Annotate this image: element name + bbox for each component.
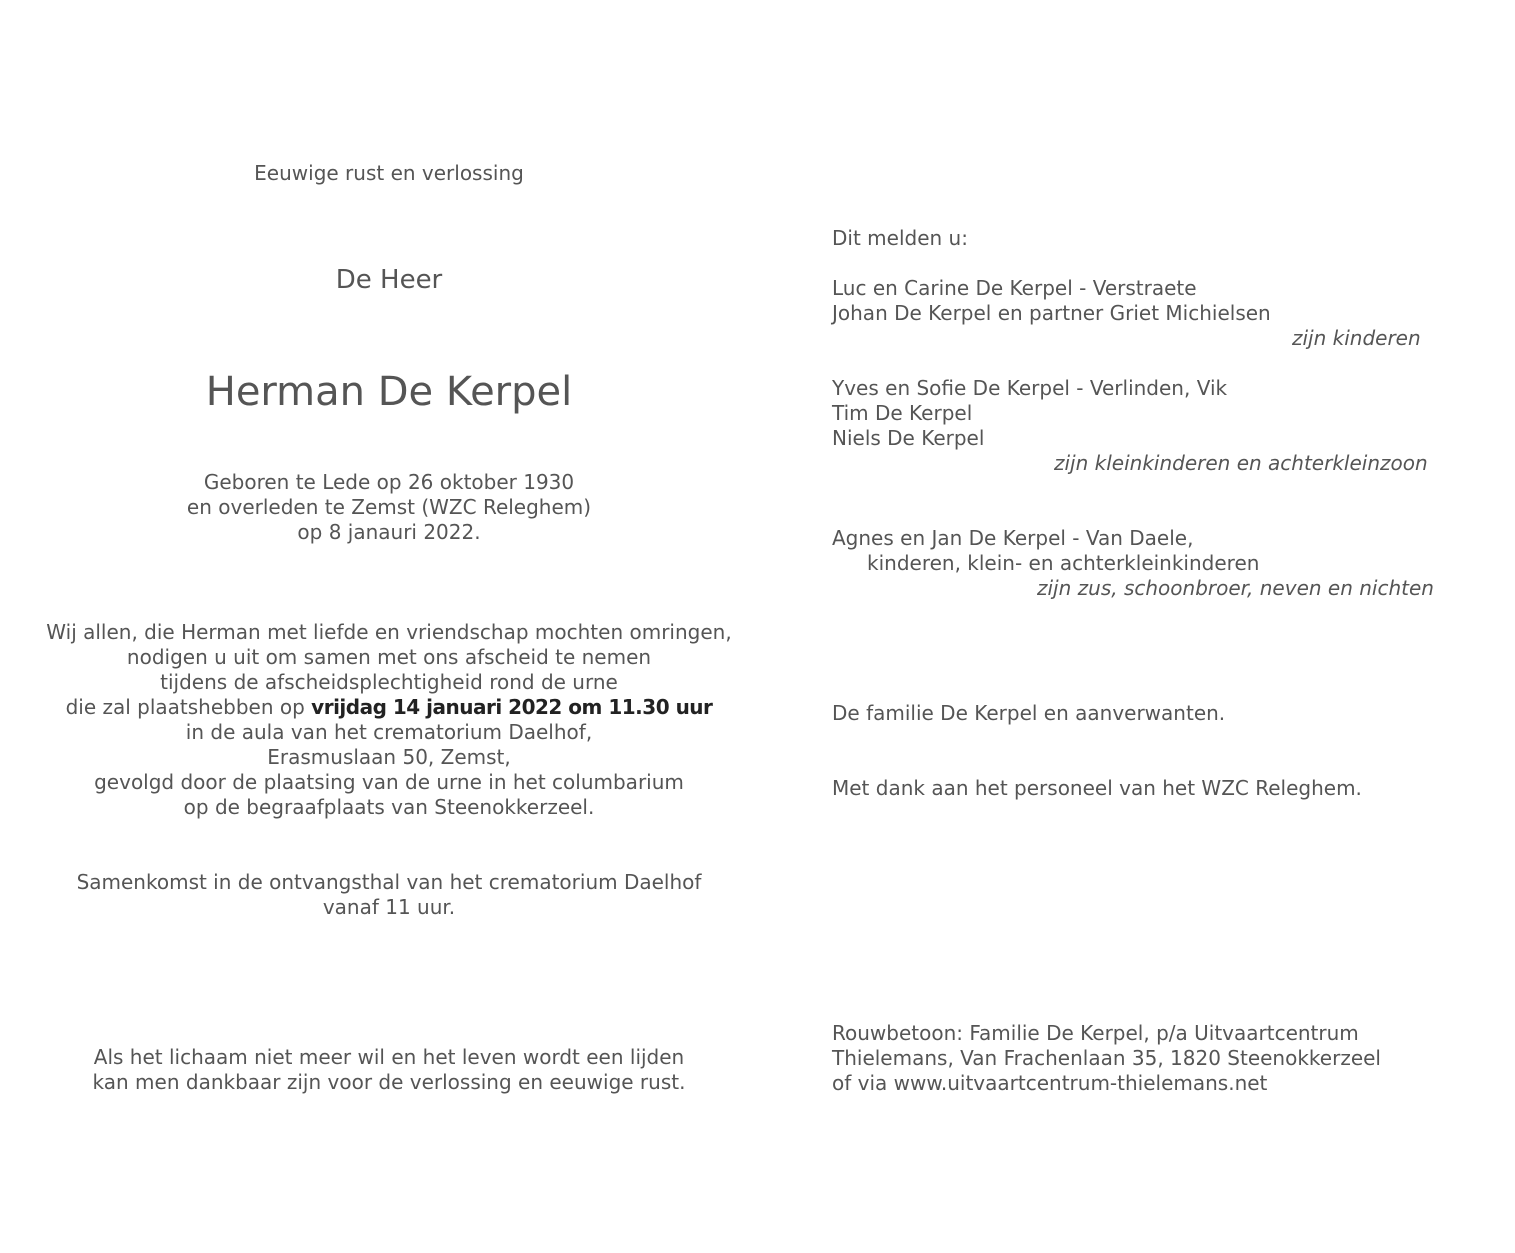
grandchild-name: Niels De Kerpel: [832, 426, 985, 450]
condolence-line: Rouwbetoon: Familie De Kerpel, p/a Uitvaartcentrum: [832, 1021, 1359, 1045]
death-date-line: op 8 janauri 2022.: [297, 520, 481, 544]
ceremony-datetime: vrijdag 14 januari 2022 om 11.30 uur: [311, 695, 713, 719]
invitation-line: gevolgd door de plaatsing van de urne in het columbarium: [94, 770, 684, 794]
motto: [30, 161, 748, 186]
invitation-line: Wij allen, die Herman met liefde en vriendschap mochten omringen,: [46, 620, 732, 644]
invitation-line: op de begraafplaats van Steenokkerzeel.: [183, 795, 595, 819]
grandchildren-relation: zijn kleinkinderen en achterkleinzoon: [1054, 451, 1428, 475]
gathering-line: vanaf 11 uur.: [322, 895, 456, 919]
family-line: [832, 701, 1452, 726]
condolence-website: of via www.uitvaartcentrum-thielemans.net: [832, 1071, 1268, 1095]
child-name: Johan De Kerpel en partner Griet Michielsen: [832, 301, 1271, 325]
sibling-name: Agnes en Jan De Kerpel - Van Daele,: [832, 526, 1194, 550]
children-group: [832, 276, 1452, 351]
motto-text: Eeuwige rust en verlossing: [254, 161, 524, 185]
children-relation: zijn kinderen: [1292, 326, 1421, 350]
invitation: [30, 620, 748, 820]
quote-line: kan men dankbaar zijn voor de verlossing en eeuwige rust.: [92, 1070, 686, 1094]
death-line: en overleden te Zemst (WZC Releghem): [186, 495, 592, 519]
family-text: De familie De Kerpel en aanverwanten.: [832, 701, 1226, 725]
quote-line: Als het lichaam niet meer wil en het leven wordt een lijden: [93, 1045, 685, 1069]
announcement-text: Dit melden u:: [832, 226, 968, 250]
honorific-title: [30, 265, 748, 295]
grandchild-name: Tim De Kerpel: [832, 401, 973, 425]
gathering-info: [30, 870, 748, 920]
invitation-date-prefix: die zal plaatshebben op: [65, 695, 312, 719]
honorific-text: De Heer: [335, 265, 443, 295]
condolence-address: [832, 1021, 1452, 1096]
announcement: [832, 226, 1452, 251]
sibling-descendants: kinderen, klein- en achterkleinkinderen: [867, 551, 1260, 575]
invitation-line: in de aula van het crematorium Daelhof,: [185, 720, 593, 744]
birth-death-info: [30, 470, 748, 545]
child-name: Luc en Carine De Kerpel - Verstraete: [832, 276, 1197, 300]
invitation-line: tijdens de afscheidsplechtigheid rond de urne: [160, 670, 618, 694]
sibling-group: [832, 526, 1452, 601]
birth-line: Geboren te Lede op 26 oktober 1930: [203, 470, 575, 494]
grandchild-name: Yves en Sofie De Kerpel - Verlinden, Vik: [832, 376, 1228, 400]
deceased-name: [30, 370, 748, 414]
grandchildren-group: [832, 376, 1452, 476]
invitation-line: Erasmuslaan 50, Zemst,: [267, 745, 511, 769]
thanks-text: Met dank aan het personeel van het WZC Releghem.: [832, 776, 1362, 800]
closing-quote: [30, 1045, 748, 1095]
invitation-date-line: [30, 695, 748, 720]
thanks-line: [832, 776, 1452, 801]
gathering-line: Samenkomst in de ontvangsthal van het crematorium Daelhof: [76, 870, 702, 894]
condolence-line: Thielemans, Van Frachenlaan 35, 1820 Steenokkerzeel: [832, 1046, 1381, 1070]
sibling-relation: zijn zus, schoonbroer, neven en nichten: [1037, 576, 1434, 600]
invitation-line: nodigen u uit om samen met ons afscheid te nemen: [126, 645, 652, 669]
deceased-name-text: Herman De Kerpel: [205, 369, 573, 415]
